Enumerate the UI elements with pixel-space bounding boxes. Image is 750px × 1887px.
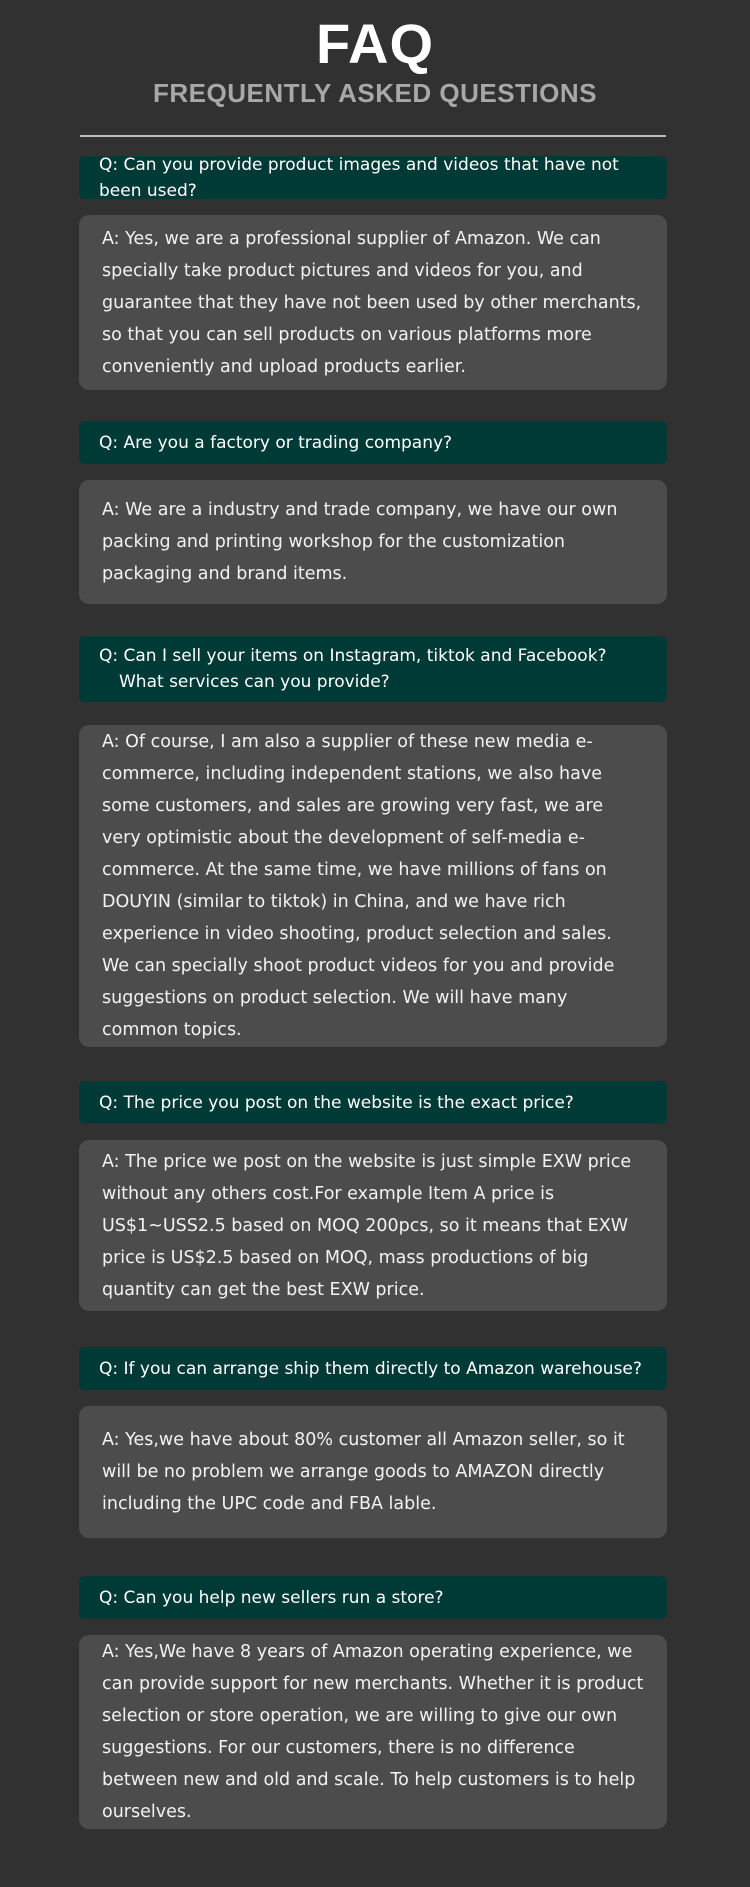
faq-question-4 [79,1081,667,1124]
answer-text: A: We are a industry and trade company, we have our own packing and printing workshop for the customization packaging and brand items. [102,500,618,584]
page-subtitle: FREQUENTLY ASKED QUESTIONS [153,78,597,108]
page-title: FAQ [315,12,435,75]
faq-question-6 [79,1576,667,1619]
question-text: Q: Are you a factory or trading company? [99,432,453,453]
question-line-2: What services can you provide? [119,672,390,692]
faq-question-5 [79,1347,667,1390]
faq-question-3 [79,636,667,702]
answer-text: A: Of course, I am also a supplier of these new media e-commerce, including independent stations, we also have some customers, and sales are growing very fast, we are very optimistic about the development of self-media e-commerce. At the same time, we have millions of fans on DOUYIN (similar to tiktok) in China, and we have rich experience in video shooting, product selection and sales. We can specially shoot product videos for you and provide suggestions on product selection. We will have many common topics. [102,732,615,1040]
answer-text: A: The price we post on the website is just simple EXW price without any others cost.For example Item A price is US$1~USS2.5 based on MOQ 200pcs, so it means that EXW price is US$2.5 based on MOQ, mass productions of big quantity can get the best EXW price. [102,1151,632,1300]
question-text [99,643,607,695]
faq-answer-6 [79,1635,667,1829]
faq-question-1 [79,156,667,199]
faq-answer-3 [79,725,667,1047]
header-divider [80,135,666,137]
question-text: Q: If you can arrange ship them directly to Amazon warehouse? [99,1358,642,1379]
faq-answer-1 [79,215,667,390]
question-text: Q: Can you help new sellers run a store? [99,1587,444,1608]
question-line-1: Q: Can I sell your items on Instagram, tiktok and Facebook? [99,646,607,666]
faq-answer-2 [79,480,667,604]
question-text: Q: The price you post on the website is the exact price? [99,1092,574,1113]
answer-text: A: Yes,We have 8 years of Amazon operating experience, we can provide support for new merchants. Whether it is product selection or store operation, we are willing to give our own suggestions. For our customers, there is no difference between new and old and scale. To help customers is to help ourselves. [102,1642,644,1822]
answer-text: A: Yes, we are a professional supplier of Amazon. We can specially take product pictures and videos for you, and guarantee that they have not been used by other merchants, so that you can sell products on various platforms more conveniently and upload products earlier. [102,228,642,377]
answer-text: A: Yes,we have about 80% customer all Amazon seller, so it will be no problem we arrange goods to AMAZON directly including the UPC code and FBA lable. [102,1430,625,1514]
faq-question-2 [79,421,667,464]
question-text: Q: Can you provide product images and videos that have not been used? [99,154,619,201]
faq-answer-4 [79,1140,667,1311]
faq-answer-5 [79,1406,667,1538]
